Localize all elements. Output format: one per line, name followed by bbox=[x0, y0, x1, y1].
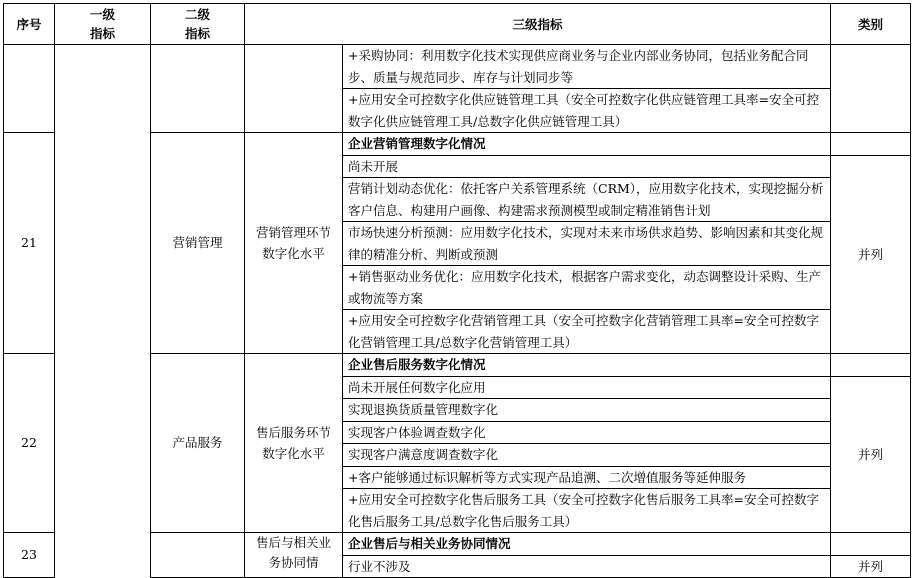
row22-item: 实现退换货质量管理数字化 bbox=[343, 399, 831, 422]
row22-item: 实现客户满意度调查数字化 bbox=[343, 444, 831, 467]
header-level1: 一级 指标 bbox=[55, 4, 151, 45]
row22-seq: 22 bbox=[4, 354, 55, 533]
row21-item: +应用安全可控数字化营销管理工具（安全可控数字化营销管理工具率=安全可控数字化营销管理工具/总数字化营销管理工具） bbox=[343, 310, 831, 354]
row21-category-top bbox=[831, 133, 911, 156]
prev-level3-name-cell bbox=[245, 45, 343, 133]
header-level2: 二级 指标 bbox=[151, 4, 245, 45]
level1-cell bbox=[55, 45, 151, 578]
row23-category: 并列 bbox=[831, 555, 911, 578]
row22-item: 实现客户体验调查数字化 bbox=[343, 421, 831, 444]
row21-seq: 21 bbox=[4, 133, 55, 354]
indicator-table bbox=[3, 3, 911, 578]
table-row bbox=[4, 45, 911, 89]
row22-item: +客户能够通过标识解析等方式实现产品追溯、二次增值服务等延伸服务 bbox=[343, 466, 831, 489]
row23-level3-name-text: 售后与相关业务协同情 bbox=[255, 535, 331, 570]
row21-title: 企业营销管理数字化情况 bbox=[343, 133, 831, 156]
header-seq: 序号 bbox=[4, 4, 55, 45]
row21-item: +销售驱动业务优化：应用数字化技术，根据客户需求变化，动态调整设计采购、生产或物流等方案 bbox=[343, 266, 831, 310]
row21-category: 并列 bbox=[831, 155, 911, 354]
prev-level2-cell bbox=[151, 45, 245, 133]
header-level3: 三级指标 bbox=[245, 4, 831, 45]
row22-level3-name: 售后服务环节数字化水平 bbox=[245, 354, 343, 533]
header-category: 类别 bbox=[831, 4, 911, 45]
row23-seq: 23 bbox=[4, 533, 55, 578]
row22-item: +应用安全可控数字化售后服务工具（安全可控数字化售后服务工具率=安全可控数字化售后服务工具/总数字化售后服务工具） bbox=[343, 489, 831, 533]
row23-title: 企业售后与相关业务协同情况 bbox=[343, 533, 831, 556]
row21-level3-name: 营销管理环节数字化水平 bbox=[245, 133, 343, 354]
row21-item: 市场快速分析预测：应用数字化技术，实现对未来市场供求趋势、影响因素和其变化规律的精准分析、判断或预测 bbox=[343, 222, 831, 266]
header-row bbox=[4, 4, 911, 45]
row22-category: 并列 bbox=[831, 376, 911, 533]
prev-seq-cell bbox=[4, 45, 55, 133]
prev-category-cell bbox=[831, 45, 911, 133]
row21-level2: 营销管理 bbox=[151, 133, 245, 354]
prev-item: +采购协同：利用数字化技术实现供应商业务与企业内部业务协同，包括业务配合同步、质量与规范同步、库存与计划同步等 bbox=[343, 45, 831, 89]
row22-category-top bbox=[831, 354, 911, 377]
row22-title: 企业售后服务数字化情况 bbox=[343, 354, 831, 377]
prev-item: +应用安全可控数字化供应链管理工具（安全可控数字化供应链管理工具率=安全可控数字化供应链管理工具/总数字化供应链管理工具） bbox=[343, 89, 831, 133]
row23-category-top bbox=[831, 533, 911, 556]
row21-item: 营销计划动态优化：依托客户关系管理系统（CRM），应用数字化技术，实现挖掘分析客户信息、构建用户画像、构建需求预测模型或制定精准销售计划 bbox=[343, 178, 831, 222]
row22-level2: 产品服务 bbox=[151, 354, 245, 533]
row22-item: 尚未开展任何数字化应用 bbox=[343, 376, 831, 399]
row23-item: 行业不涉及 bbox=[343, 555, 831, 578]
row21-item: 尚未开展 bbox=[343, 155, 831, 178]
